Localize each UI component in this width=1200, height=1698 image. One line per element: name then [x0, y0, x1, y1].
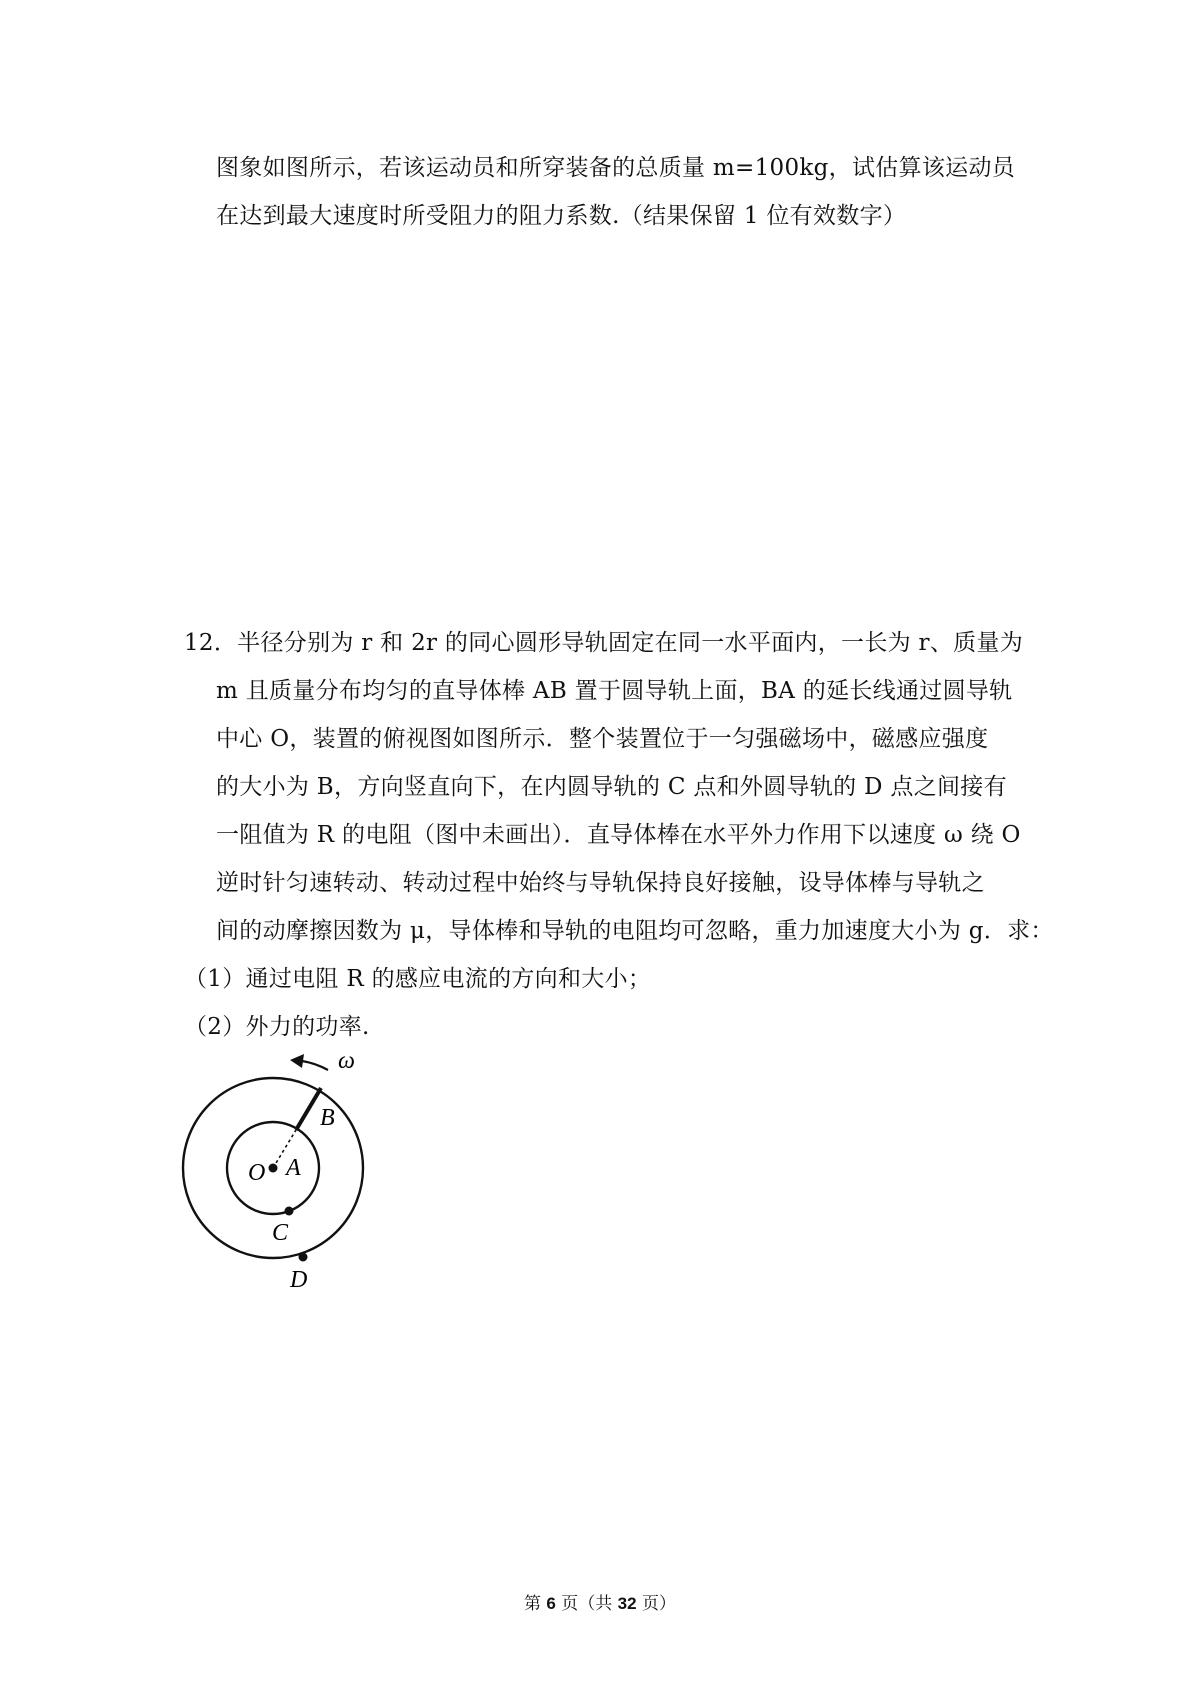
- point-c: [285, 1207, 294, 1216]
- prev-question-line-2: 在达到最大速度时所受阻力的阻力系数.（结果保留 1 位有效数字）: [216, 203, 907, 229]
- question-12-line-4: 的大小为 B，方向竖直向下，在内圆导轨的 C 点和外圆导轨的 D 点之间接有: [216, 774, 1007, 800]
- footer-total-pages: 32: [617, 1594, 637, 1613]
- label-o: O: [248, 1160, 266, 1186]
- label-b: B: [320, 1105, 335, 1131]
- footer-page-number: 6: [546, 1594, 556, 1613]
- rail-diagram: [170, 1050, 410, 1295]
- question-12-line-2: m 且质量分布均匀的直导体棒 AB 置于圆导轨上面，BA 的延长线通过圆导轨: [216, 678, 1013, 704]
- question-12-line-5: 一阻值为 R 的电阻（图中未画出）．直导体棒在水平外力作用下以速度 ω 绕 O: [216, 822, 1021, 848]
- prev-question-line-1: 图象如图所示，若该运动员和所穿装备的总质量 m=100kg，试估算该运动员: [216, 155, 1016, 181]
- sub-question-2: （2）外力的功率.: [184, 1014, 370, 1040]
- label-a: A: [286, 1155, 301, 1181]
- label-omega: ω: [338, 1050, 355, 1074]
- label-c: C: [272, 1220, 289, 1246]
- question-12-line-3: 中心 O，装置的俯视图如图所示．整个装置位于一匀强磁场中，磁感应强度: [216, 726, 989, 752]
- footer-prefix: 第: [523, 1594, 547, 1614]
- question-12-line-7: 间的动摩擦因数为 μ，导体棒和导轨的电阻均可忽略，重力加速度大小为 g．求：: [216, 918, 1054, 944]
- footer-suffix: 页）: [636, 1594, 676, 1614]
- conductor-rod-ab: [296, 1088, 321, 1130]
- question-12-line-6: 逆时针匀速转动、转动过程中始终与导轨保持良好接触，设导体棒与导轨之: [216, 870, 985, 896]
- sub-question-1: （1）通过电阻 R 的感应电流的方向和大小；: [184, 966, 652, 992]
- rotation-arrowhead: [290, 1054, 304, 1068]
- center-point-o: [269, 1164, 278, 1173]
- point-d: [299, 1253, 308, 1262]
- rotation-arrow: [302, 1061, 328, 1070]
- question-12-line-1: 12．半径分别为 r 和 2r 的同心圆形导轨固定在同一水平面内，一长为 r、质量为: [184, 630, 1024, 656]
- label-d: D: [290, 1267, 308, 1293]
- page-footer: [0, 1592, 1200, 1616]
- footer-middle: 页（共: [555, 1594, 618, 1614]
